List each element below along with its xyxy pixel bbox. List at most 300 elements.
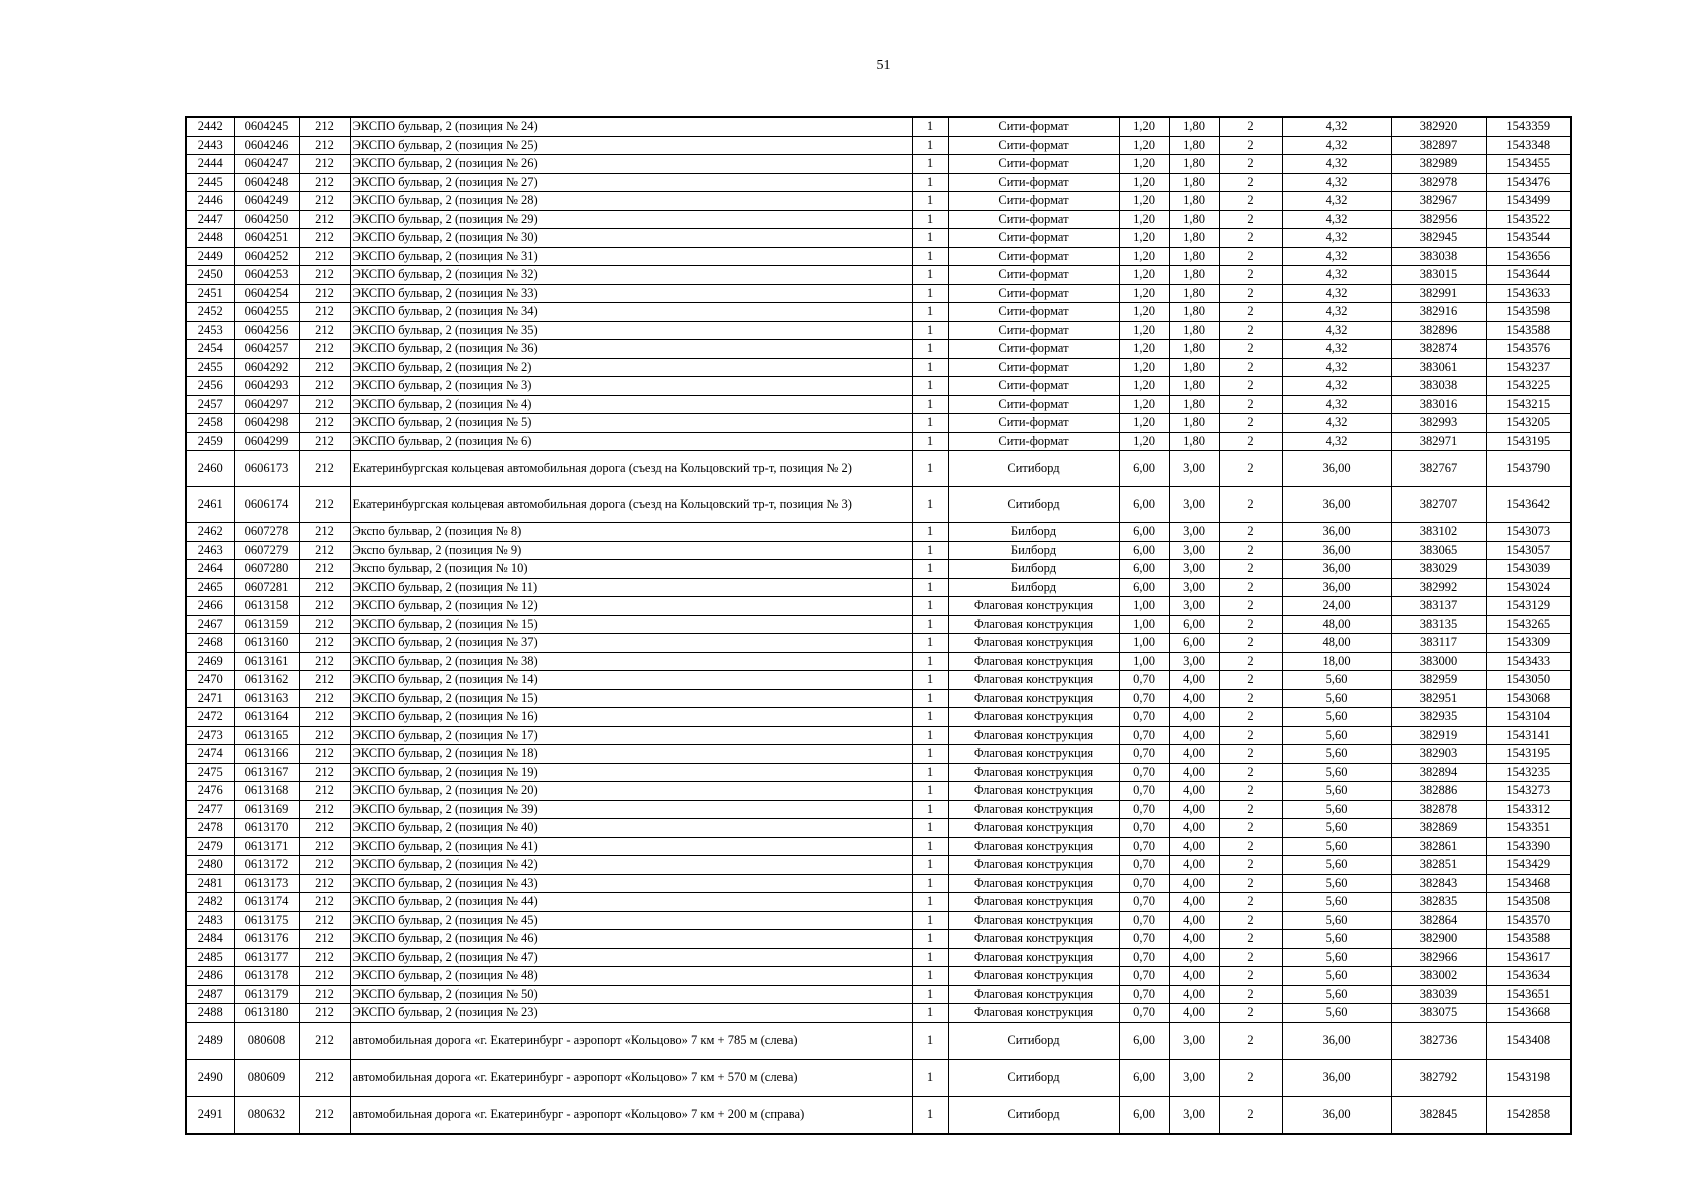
cell-address: ЭКСПО бульвар, 2 (позиция № 28) xyxy=(350,192,912,211)
cell-row-number: 2446 xyxy=(186,192,234,211)
cell-code: 0613158 xyxy=(234,597,299,616)
cell-row-number: 2445 xyxy=(186,173,234,192)
cell-structure-type: Флаговая конструкция xyxy=(948,1004,1119,1023)
cell-code: 0604256 xyxy=(234,321,299,340)
cell-row-number: 2466 xyxy=(186,597,234,616)
cell-coord-x: 382845 xyxy=(1391,1096,1486,1134)
cell-height: 4,00 xyxy=(1169,708,1219,727)
cell-coord-y: 1543225 xyxy=(1486,377,1571,396)
cell-address: ЭКСПО бульвар, 2 (позиция № 45) xyxy=(350,911,912,930)
cell-row-number: 2482 xyxy=(186,893,234,912)
cell-quantity: 1 xyxy=(912,930,948,949)
cell-width: 0,70 xyxy=(1119,911,1169,930)
cell-zone-code: 212 xyxy=(299,745,350,764)
cell-quantity: 1 xyxy=(912,487,948,523)
cell-structure-type: Сити-формат xyxy=(948,210,1119,229)
cell-area: 36,00 xyxy=(1282,523,1391,542)
table-row xyxy=(186,451,1571,487)
cell-coord-x: 382945 xyxy=(1391,229,1486,248)
cell-quantity: 1 xyxy=(912,763,948,782)
table-row xyxy=(186,266,1571,285)
cell-address: ЭКСПО бульвар, 2 (позиция № 35) xyxy=(350,321,912,340)
cell-area: 5,60 xyxy=(1282,689,1391,708)
cell-zone-code: 212 xyxy=(299,615,350,634)
cell-height: 1,80 xyxy=(1169,303,1219,322)
cell-coord-y: 1543570 xyxy=(1486,911,1571,930)
cell-structure-type: Сити-формат xyxy=(948,173,1119,192)
cell-zone-code: 212 xyxy=(299,487,350,523)
cell-zone-code: 212 xyxy=(299,856,350,875)
cell-code: 0613164 xyxy=(234,708,299,727)
cell-row-number: 2488 xyxy=(186,1004,234,1023)
cell-address: ЭКСПО бульвар, 2 (позиция № 16) xyxy=(350,708,912,727)
cell-coord-x: 382951 xyxy=(1391,689,1486,708)
cell-row-number: 2459 xyxy=(186,432,234,451)
cell-code: 0604297 xyxy=(234,395,299,414)
table-row xyxy=(186,634,1571,653)
table-row xyxy=(186,985,1571,1004)
cell-area: 4,32 xyxy=(1282,432,1391,451)
cell-coord-y: 1543576 xyxy=(1486,340,1571,359)
cell-quantity: 1 xyxy=(912,303,948,322)
cell-code: 0604246 xyxy=(234,136,299,155)
cell-coord-x: 383015 xyxy=(1391,266,1486,285)
cell-row-number: 2461 xyxy=(186,487,234,523)
cell-coord-y: 1543237 xyxy=(1486,358,1571,377)
cell-area: 4,32 xyxy=(1282,284,1391,303)
cell-zone-code: 212 xyxy=(299,985,350,1004)
table-row xyxy=(186,541,1571,560)
cell-structure-type: Флаговая конструкция xyxy=(948,634,1119,653)
cell-row-number: 2491 xyxy=(186,1096,234,1134)
table-row xyxy=(186,597,1571,616)
cell-sides: 2 xyxy=(1219,1096,1282,1134)
cell-coord-y: 1543265 xyxy=(1486,615,1571,634)
cell-sides: 2 xyxy=(1219,1022,1282,1059)
cell-row-number: 2483 xyxy=(186,911,234,930)
cell-structure-type: Флаговая конструкция xyxy=(948,819,1119,838)
cell-quantity: 1 xyxy=(912,377,948,396)
cell-code: 0613176 xyxy=(234,930,299,949)
cell-height: 6,00 xyxy=(1169,615,1219,634)
cell-structure-type: Флаговая конструкция xyxy=(948,985,1119,1004)
table-row xyxy=(186,210,1571,229)
table-row xyxy=(186,948,1571,967)
cell-height: 4,00 xyxy=(1169,1004,1219,1023)
cell-coord-x: 382886 xyxy=(1391,782,1486,801)
cell-height: 3,00 xyxy=(1169,1022,1219,1059)
cell-quantity: 1 xyxy=(912,247,948,266)
cell-structure-type: Флаговая конструкция xyxy=(948,782,1119,801)
cell-row-number: 2474 xyxy=(186,745,234,764)
cell-width: 0,70 xyxy=(1119,856,1169,875)
cell-sides: 2 xyxy=(1219,930,1282,949)
cell-coord-y: 1543429 xyxy=(1486,856,1571,875)
cell-quantity: 1 xyxy=(912,745,948,764)
cell-row-number: 2478 xyxy=(186,819,234,838)
cell-quantity: 1 xyxy=(912,819,948,838)
cell-coord-x: 382835 xyxy=(1391,893,1486,912)
cell-address: ЭКСПО бульвар, 2 (позиция № 30) xyxy=(350,229,912,248)
cell-zone-code: 212 xyxy=(299,893,350,912)
cell-quantity: 1 xyxy=(912,560,948,579)
cell-coord-x: 383002 xyxy=(1391,967,1486,986)
cell-area: 5,60 xyxy=(1282,893,1391,912)
cell-zone-code: 212 xyxy=(299,578,350,597)
cell-address: ЭКСПО бульвар, 2 (позиция № 15) xyxy=(350,689,912,708)
cell-code: 0607279 xyxy=(234,541,299,560)
cell-coord-x: 382878 xyxy=(1391,800,1486,819)
cell-address: ЭКСПО бульвар, 2 (позиция № 29) xyxy=(350,210,912,229)
cell-height: 3,00 xyxy=(1169,451,1219,487)
cell-sides: 2 xyxy=(1219,615,1282,634)
table-row xyxy=(186,911,1571,930)
cell-address: ЭКСПО бульвар, 2 (позиция № 34) xyxy=(350,303,912,322)
cell-code: 0613168 xyxy=(234,782,299,801)
cell-quantity: 1 xyxy=(912,210,948,229)
cell-area: 5,60 xyxy=(1282,837,1391,856)
cell-height: 3,00 xyxy=(1169,560,1219,579)
cell-address: ЭКСПО бульвар, 2 (позиция № 37) xyxy=(350,634,912,653)
table-row xyxy=(186,708,1571,727)
cell-address: ЭКСПО бульвар, 2 (позиция № 50) xyxy=(350,985,912,1004)
cell-width: 1,20 xyxy=(1119,266,1169,285)
cell-code: 080608 xyxy=(234,1022,299,1059)
cell-row-number: 2479 xyxy=(186,837,234,856)
cell-quantity: 1 xyxy=(912,800,948,819)
cell-sides: 2 xyxy=(1219,948,1282,967)
cell-zone-code: 212 xyxy=(299,708,350,727)
cell-zone-code: 212 xyxy=(299,837,350,856)
cell-structure-type: Флаговая конструкция xyxy=(948,837,1119,856)
cell-height: 4,00 xyxy=(1169,948,1219,967)
cell-structure-type: Сити-формат xyxy=(948,284,1119,303)
cell-width: 0,70 xyxy=(1119,967,1169,986)
cell-coord-y: 1543656 xyxy=(1486,247,1571,266)
cell-code: 0604252 xyxy=(234,247,299,266)
cell-address: ЭКСПО бульвар, 2 (позиция № 14) xyxy=(350,671,912,690)
cell-structure-type: Сити-формат xyxy=(948,358,1119,377)
cell-coord-y: 1543508 xyxy=(1486,893,1571,912)
cell-code: 0613172 xyxy=(234,856,299,875)
cell-structure-type: Сити-формат xyxy=(948,377,1119,396)
cell-sides: 2 xyxy=(1219,229,1282,248)
cell-coord-x: 382959 xyxy=(1391,671,1486,690)
cell-sides: 2 xyxy=(1219,597,1282,616)
cell-coord-x: 382894 xyxy=(1391,763,1486,782)
cell-coord-x: 382869 xyxy=(1391,819,1486,838)
cell-height: 1,80 xyxy=(1169,155,1219,174)
cell-code: 0613167 xyxy=(234,763,299,782)
cell-area: 4,32 xyxy=(1282,414,1391,433)
cell-structure-type: Билборд xyxy=(948,541,1119,560)
cell-row-number: 2487 xyxy=(186,985,234,1004)
cell-area: 5,60 xyxy=(1282,726,1391,745)
cell-zone-code: 212 xyxy=(299,414,350,433)
cell-code: 0613178 xyxy=(234,967,299,986)
cell-zone-code: 212 xyxy=(299,377,350,396)
cell-structure-type: Сити-формат xyxy=(948,136,1119,155)
cell-height: 1,80 xyxy=(1169,136,1219,155)
cell-zone-code: 212 xyxy=(299,451,350,487)
cell-address: ЭКСПО бульвар, 2 (позиция № 41) xyxy=(350,837,912,856)
cell-row-number: 2457 xyxy=(186,395,234,414)
cell-coord-y: 1543351 xyxy=(1486,819,1571,838)
cell-height: 4,00 xyxy=(1169,985,1219,1004)
cell-structure-type: Сити-формат xyxy=(948,414,1119,433)
cell-zone-code: 212 xyxy=(299,819,350,838)
cell-coord-y: 1543522 xyxy=(1486,210,1571,229)
cell-area: 5,60 xyxy=(1282,948,1391,967)
cell-height: 3,00 xyxy=(1169,1059,1219,1096)
cell-quantity: 1 xyxy=(912,615,948,634)
cell-area: 4,32 xyxy=(1282,395,1391,414)
cell-sides: 2 xyxy=(1219,210,1282,229)
cell-coord-y: 1543644 xyxy=(1486,266,1571,285)
cell-structure-type: Флаговая конструкция xyxy=(948,911,1119,930)
cell-sides: 2 xyxy=(1219,266,1282,285)
cell-address: ЭКСПО бульвар, 2 (позиция № 19) xyxy=(350,763,912,782)
cell-coord-x: 382851 xyxy=(1391,856,1486,875)
cell-coord-y: 1543104 xyxy=(1486,708,1571,727)
cell-coord-y: 1543588 xyxy=(1486,930,1571,949)
table-row xyxy=(186,1004,1571,1023)
cell-sides: 2 xyxy=(1219,414,1282,433)
cell-coord-x: 382843 xyxy=(1391,874,1486,893)
cell-structure-type: Флаговая конструкция xyxy=(948,967,1119,986)
cell-zone-code: 212 xyxy=(299,763,350,782)
cell-width: 0,70 xyxy=(1119,708,1169,727)
cell-sides: 2 xyxy=(1219,136,1282,155)
cell-coord-y: 1543024 xyxy=(1486,578,1571,597)
table-row xyxy=(186,377,1571,396)
cell-coord-x: 382767 xyxy=(1391,451,1486,487)
cell-width: 1,20 xyxy=(1119,210,1169,229)
cell-height: 1,80 xyxy=(1169,284,1219,303)
cell-code: 0604292 xyxy=(234,358,299,377)
cell-row-number: 2452 xyxy=(186,303,234,322)
cell-sides: 2 xyxy=(1219,340,1282,359)
cell-structure-type: Флаговая конструкция xyxy=(948,615,1119,634)
cell-height: 3,00 xyxy=(1169,578,1219,597)
cell-coord-x: 383117 xyxy=(1391,634,1486,653)
cell-coord-y: 1543598 xyxy=(1486,303,1571,322)
cell-height: 3,00 xyxy=(1169,541,1219,560)
cell-width: 1,20 xyxy=(1119,358,1169,377)
cell-height: 4,00 xyxy=(1169,930,1219,949)
cell-area: 5,60 xyxy=(1282,985,1391,1004)
cell-zone-code: 212 xyxy=(299,689,350,708)
cell-address: ЭКСПО бульвар, 2 (позиция № 42) xyxy=(350,856,912,875)
cell-sides: 2 xyxy=(1219,321,1282,340)
cell-coord-y: 1543068 xyxy=(1486,689,1571,708)
cell-code: 0607280 xyxy=(234,560,299,579)
table-row xyxy=(186,800,1571,819)
cell-zone-code: 212 xyxy=(299,634,350,653)
cell-code: 0613170 xyxy=(234,819,299,838)
cell-coord-y: 1543198 xyxy=(1486,1059,1571,1096)
cell-zone-code: 212 xyxy=(299,1096,350,1134)
cell-structure-type: Ситиборд xyxy=(948,1096,1119,1134)
cell-width: 6,00 xyxy=(1119,1096,1169,1134)
cell-row-number: 2463 xyxy=(186,541,234,560)
cell-structure-type: Сити-формат xyxy=(948,229,1119,248)
cell-zone-code: 212 xyxy=(299,340,350,359)
cell-coord-x: 382966 xyxy=(1391,948,1486,967)
cell-width: 1,20 xyxy=(1119,247,1169,266)
cell-sides: 2 xyxy=(1219,874,1282,893)
cell-width: 6,00 xyxy=(1119,560,1169,579)
cell-zone-code: 212 xyxy=(299,541,350,560)
table-row xyxy=(186,1059,1571,1096)
cell-row-number: 2455 xyxy=(186,358,234,377)
cell-sides: 2 xyxy=(1219,451,1282,487)
cell-coord-x: 382864 xyxy=(1391,911,1486,930)
cell-address: ЭКСПО бульвар, 2 (позиция № 33) xyxy=(350,284,912,303)
cell-quantity: 1 xyxy=(912,229,948,248)
cell-coord-x: 383102 xyxy=(1391,523,1486,542)
cell-zone-code: 212 xyxy=(299,967,350,986)
cell-row-number: 2471 xyxy=(186,689,234,708)
cell-width: 6,00 xyxy=(1119,1059,1169,1096)
cell-address: ЭКСПО бульвар, 2 (позиция № 47) xyxy=(350,948,912,967)
cell-zone-code: 212 xyxy=(299,671,350,690)
cell-height: 4,00 xyxy=(1169,689,1219,708)
cell-address: ЭКСПО бульвар, 2 (позиция № 31) xyxy=(350,247,912,266)
cell-width: 1,00 xyxy=(1119,634,1169,653)
cell-zone-code: 212 xyxy=(299,173,350,192)
cell-area: 5,60 xyxy=(1282,671,1391,690)
cell-address: ЭКСПО бульвар, 2 (позиция № 40) xyxy=(350,819,912,838)
table-row xyxy=(186,414,1571,433)
cell-width: 1,20 xyxy=(1119,340,1169,359)
table-row xyxy=(186,340,1571,359)
cell-structure-type: Флаговая конструкция xyxy=(948,745,1119,764)
cell-area: 48,00 xyxy=(1282,615,1391,634)
cell-quantity: 1 xyxy=(912,358,948,377)
table-row xyxy=(186,930,1571,949)
cell-structure-type: Сити-формат xyxy=(948,321,1119,340)
cell-quantity: 1 xyxy=(912,414,948,433)
cell-area: 5,60 xyxy=(1282,1004,1391,1023)
cell-structure-type: Сити-формат xyxy=(948,432,1119,451)
cell-address: автомобильная дорога «г. Екатеринбург - аэропорт «Кольцово» 7 км + 570 м (слева) xyxy=(350,1059,912,1096)
cell-row-number: 2447 xyxy=(186,210,234,229)
cell-code: 0613173 xyxy=(234,874,299,893)
cell-structure-type: Билборд xyxy=(948,578,1119,597)
cell-coord-y: 1543634 xyxy=(1486,967,1571,986)
cell-area: 4,32 xyxy=(1282,303,1391,322)
table-row xyxy=(186,652,1571,671)
cell-height: 1,80 xyxy=(1169,266,1219,285)
cell-height: 4,00 xyxy=(1169,763,1219,782)
cell-coord-y: 1543651 xyxy=(1486,985,1571,1004)
cell-width: 0,70 xyxy=(1119,948,1169,967)
cell-sides: 2 xyxy=(1219,763,1282,782)
cell-zone-code: 212 xyxy=(299,523,350,542)
cell-coord-x: 383029 xyxy=(1391,560,1486,579)
cell-sides: 2 xyxy=(1219,967,1282,986)
cell-code: 0613179 xyxy=(234,985,299,1004)
table-row xyxy=(186,893,1571,912)
cell-sides: 2 xyxy=(1219,634,1282,653)
cell-quantity: 1 xyxy=(912,708,948,727)
table-row xyxy=(186,136,1571,155)
cell-height: 4,00 xyxy=(1169,856,1219,875)
cell-address: ЭКСПО бульвар, 2 (позиция № 24) xyxy=(350,117,912,136)
cell-quantity: 1 xyxy=(912,967,948,986)
cell-code: 0613163 xyxy=(234,689,299,708)
cell-zone-code: 212 xyxy=(299,1059,350,1096)
cell-structure-type: Флаговая конструкция xyxy=(948,763,1119,782)
table-row xyxy=(186,782,1571,801)
cell-zone-code: 212 xyxy=(299,874,350,893)
cell-width: 0,70 xyxy=(1119,689,1169,708)
cell-code: 0604248 xyxy=(234,173,299,192)
cell-area: 36,00 xyxy=(1282,541,1391,560)
cell-sides: 2 xyxy=(1219,671,1282,690)
cell-code: 080609 xyxy=(234,1059,299,1096)
cell-quantity: 1 xyxy=(912,395,948,414)
cell-height: 1,80 xyxy=(1169,321,1219,340)
cell-width: 1,20 xyxy=(1119,284,1169,303)
cell-area: 4,32 xyxy=(1282,173,1391,192)
cell-area: 4,32 xyxy=(1282,210,1391,229)
cell-coord-x: 382916 xyxy=(1391,303,1486,322)
cell-height: 1,80 xyxy=(1169,340,1219,359)
cell-quantity: 1 xyxy=(912,155,948,174)
cell-code: 0613161 xyxy=(234,652,299,671)
cell-code: 0613165 xyxy=(234,726,299,745)
cell-sides: 2 xyxy=(1219,303,1282,322)
cell-coord-x: 382971 xyxy=(1391,432,1486,451)
cell-area: 24,00 xyxy=(1282,597,1391,616)
cell-width: 0,70 xyxy=(1119,837,1169,856)
cell-code: 0613159 xyxy=(234,615,299,634)
cell-row-number: 2465 xyxy=(186,578,234,597)
cell-structure-type: Флаговая конструкция xyxy=(948,671,1119,690)
cell-width: 0,70 xyxy=(1119,726,1169,745)
cell-code: 0604249 xyxy=(234,192,299,211)
cell-coord-y: 1543455 xyxy=(1486,155,1571,174)
cell-address: ЭКСПО бульвар, 2 (позиция № 23) xyxy=(350,1004,912,1023)
cell-coord-x: 383137 xyxy=(1391,597,1486,616)
cell-sides: 2 xyxy=(1219,247,1282,266)
cell-height: 4,00 xyxy=(1169,726,1219,745)
cell-address: ЭКСПО бульвар, 2 (позиция № 32) xyxy=(350,266,912,285)
cell-sides: 2 xyxy=(1219,800,1282,819)
cell-coord-x: 383016 xyxy=(1391,395,1486,414)
cell-zone-code: 212 xyxy=(299,1004,350,1023)
cell-area: 4,32 xyxy=(1282,192,1391,211)
table-row xyxy=(186,173,1571,192)
cell-sides: 2 xyxy=(1219,745,1282,764)
cell-area: 4,32 xyxy=(1282,247,1391,266)
cell-coord-x: 383038 xyxy=(1391,247,1486,266)
cell-height: 3,00 xyxy=(1169,487,1219,523)
cell-width: 0,70 xyxy=(1119,782,1169,801)
cell-quantity: 1 xyxy=(912,432,948,451)
cell-sides: 2 xyxy=(1219,819,1282,838)
cell-quantity: 1 xyxy=(912,117,948,136)
table-row xyxy=(186,1096,1571,1134)
cell-coord-y: 1543633 xyxy=(1486,284,1571,303)
cell-sides: 2 xyxy=(1219,523,1282,542)
cell-row-number: 2489 xyxy=(186,1022,234,1059)
cell-width: 0,70 xyxy=(1119,763,1169,782)
cell-sides: 2 xyxy=(1219,284,1282,303)
cell-zone-code: 212 xyxy=(299,321,350,340)
